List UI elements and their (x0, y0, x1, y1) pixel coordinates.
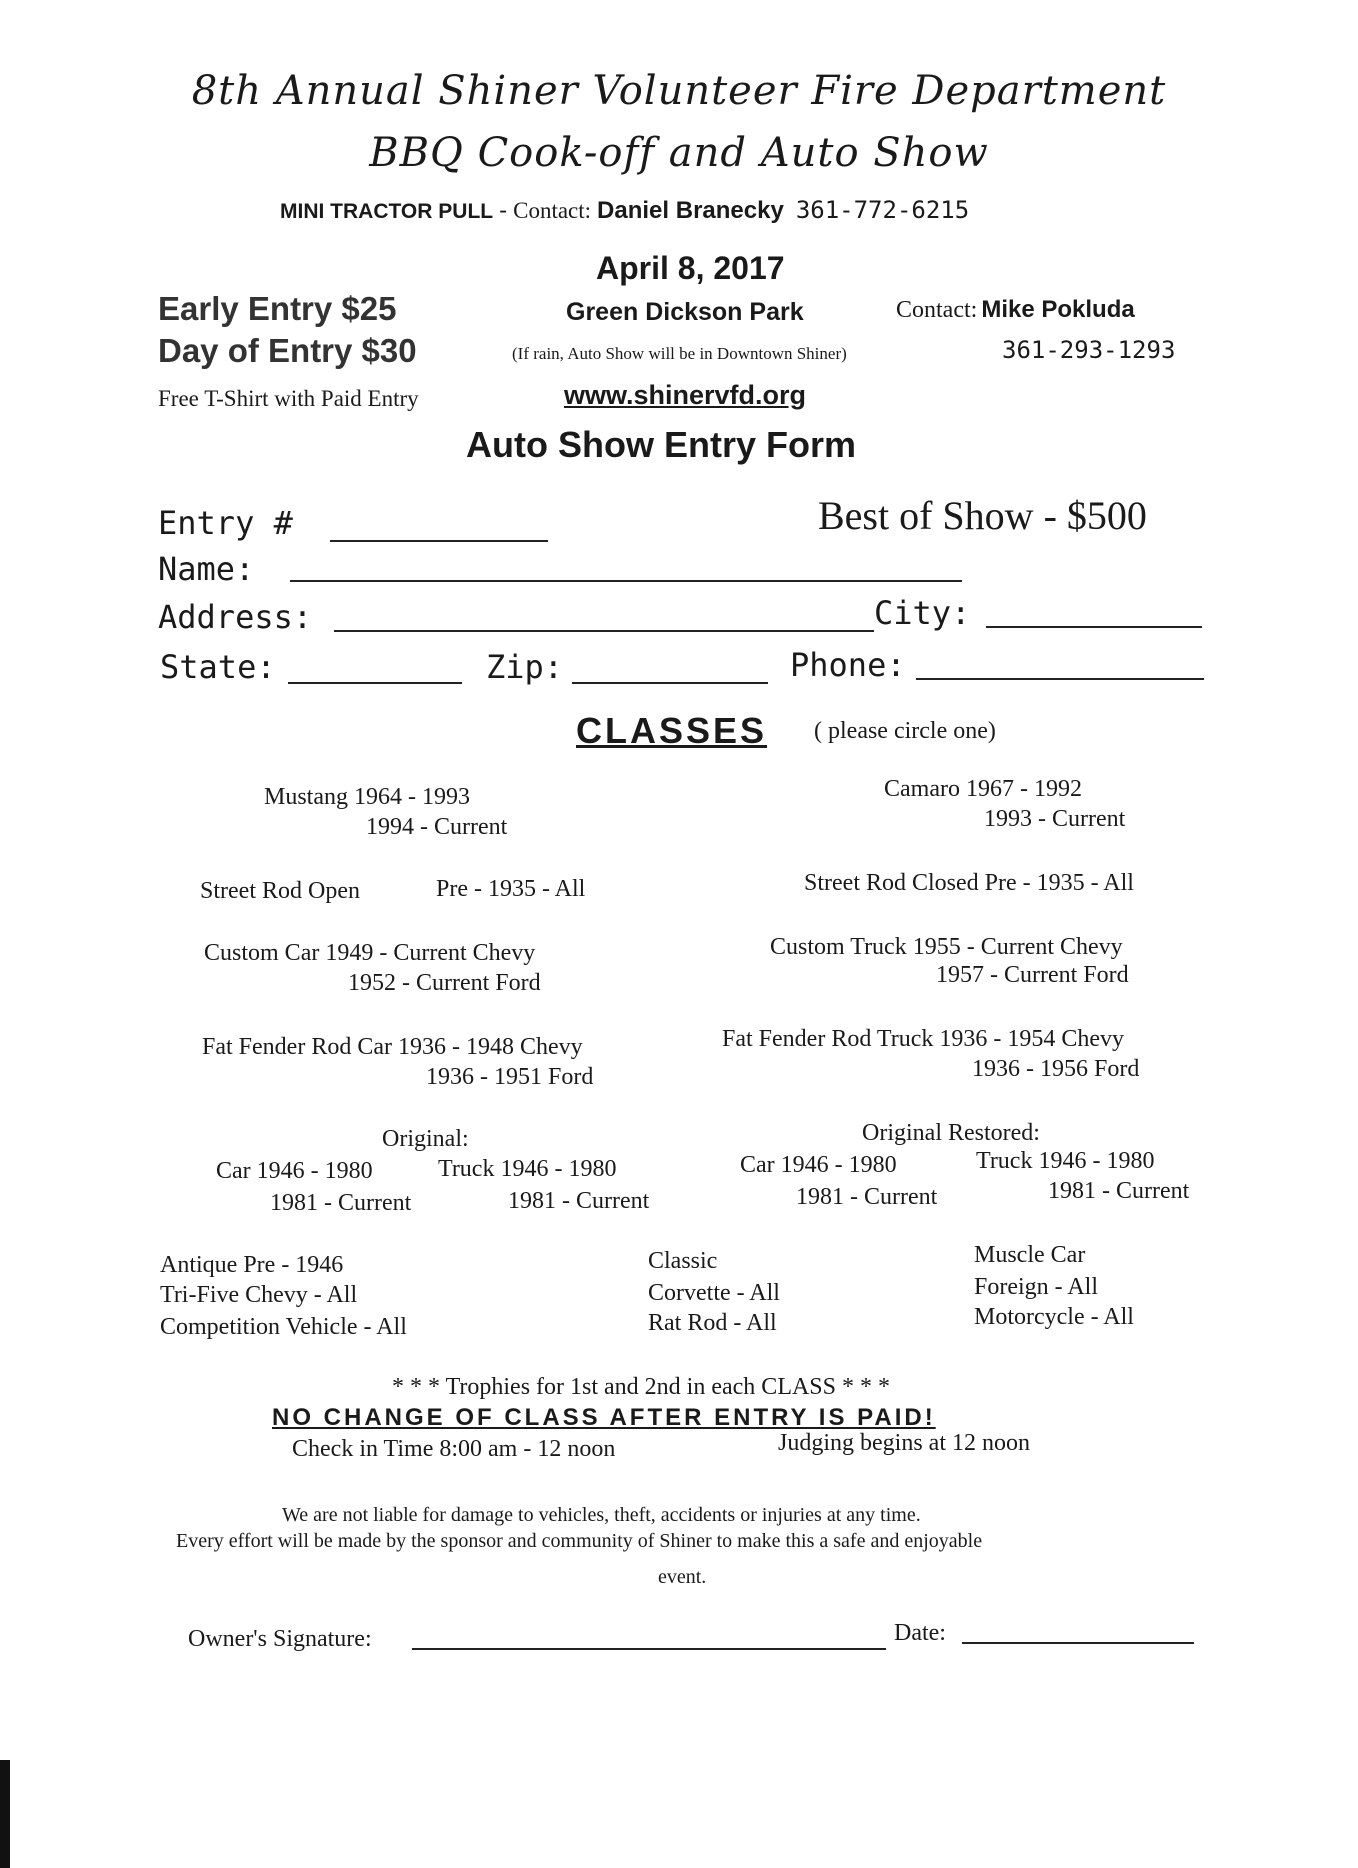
state-label: State: (160, 648, 276, 686)
zip-field[interactable] (572, 682, 768, 684)
class-fat-fender-truck-ford[interactable]: 1936 - 1956 Ford (972, 1056, 1140, 1082)
tractor-contact-label: Contact: (513, 198, 592, 223)
class-restored-truck-current[interactable]: 1981 - Current (1048, 1178, 1190, 1204)
liability-line-1: We are not liable for damage to vehicles, theft, accidents or injuries at any time. (282, 1504, 921, 1526)
class-custom-truck-ford[interactable]: 1957 - Current Ford (936, 962, 1129, 988)
no-change-warning: NO CHANGE OF CLASS AFTER ENTRY IS PAID! (272, 1404, 936, 1431)
city-field[interactable] (986, 626, 1202, 628)
class-mustang-current[interactable]: 1994 - Current (366, 814, 508, 840)
page-subtitle: BBQ Cook-off and Auto Show (369, 130, 989, 176)
tractor-pull-dash: - (499, 197, 508, 224)
check-in-time: Check in Time 8:00 am - 12 noon (292, 1436, 616, 1462)
tractor-contact-name: Daniel Branecky (597, 197, 784, 224)
page-title: 8th Annual Shiner Volunteer Fire Department (191, 68, 1167, 114)
class-street-rod-open-years[interactable]: Pre - 1935 - All (436, 876, 586, 902)
owner-signature-field[interactable] (412, 1648, 886, 1650)
classes-note: ( please circle one) (814, 718, 996, 744)
judging-time: Judging begins at 12 noon (778, 1430, 1030, 1456)
signature-date-label: Date: (894, 1620, 946, 1646)
liability-line-3: event. (658, 1566, 707, 1588)
city-label: City: (874, 594, 971, 632)
phone-field[interactable] (916, 678, 1204, 680)
class-original-car[interactable]: Car 1946 - 1980 (216, 1158, 373, 1184)
class-muscle-car[interactable]: Muscle Car (974, 1242, 1086, 1268)
name-label: Name: (158, 550, 255, 588)
class-camaro-current[interactable]: 1993 - Current (984, 806, 1126, 832)
name-field[interactable] (290, 580, 962, 582)
class-classic[interactable]: Classic (648, 1248, 718, 1274)
classes-heading: CLASSES (576, 710, 768, 751)
auto-show-contact (896, 296, 1135, 324)
class-custom-car-ford[interactable]: 1952 - Current Ford (348, 970, 541, 996)
class-antique[interactable]: Antique Pre - 1946 (160, 1252, 344, 1278)
class-original-car-current[interactable]: 1981 - Current (270, 1190, 412, 1216)
website-link[interactable]: www.shinervfd.org (564, 380, 807, 410)
entry-number-label: Entry # (158, 504, 293, 542)
event-location: Green Dickson Park (566, 298, 804, 326)
class-custom-car[interactable]: Custom Car 1949 - Current Chevy (204, 940, 536, 966)
address-label: Address: (158, 598, 313, 636)
form-title: Auto Show Entry Form (466, 424, 856, 465)
class-tri-five-chevy[interactable]: Tri-Five Chevy - All (160, 1282, 358, 1308)
class-foreign[interactable]: Foreign - All (974, 1274, 1098, 1300)
free-tshirt-note: Free T-Shirt with Paid Entry (158, 386, 419, 411)
day-entry-price: Day of Entry $30 (158, 332, 417, 369)
class-motorcycle[interactable]: Motorcycle - All (974, 1304, 1134, 1330)
class-street-rod-closed[interactable]: Street Rod Closed Pre - 1935 - All (804, 870, 1134, 896)
class-restored-truck[interactable]: Truck 1946 - 1980 (976, 1148, 1155, 1174)
class-restored-car[interactable]: Car 1946 - 1980 (740, 1152, 897, 1178)
signature-date-field[interactable] (962, 1642, 1194, 1644)
class-competition-vehicle[interactable]: Competition Vehicle - All (160, 1314, 407, 1340)
early-entry-price: Early Entry $25 (158, 290, 397, 327)
owner-signature-label: Owner's Signature: (188, 1626, 372, 1652)
class-corvette[interactable]: Corvette - All (648, 1280, 780, 1306)
zip-label: Zip: (486, 648, 564, 686)
original-restored-label: Original Restored: (862, 1120, 1040, 1146)
original-label: Original: (382, 1126, 469, 1152)
tractor-pull-label: MINI TRACTOR PULL (280, 200, 494, 223)
tractor-pull-line (280, 196, 969, 225)
tractor-contact-phone: 361-772-6215 (795, 196, 970, 224)
auto-show-contact-phone: 361-293-1293 (1002, 336, 1176, 364)
auto-show-contact-name: Mike Pokluda (981, 296, 1135, 323)
class-fat-fender-car-ford[interactable]: 1936 - 1951 Ford (426, 1064, 594, 1090)
auto-show-contact-label: Contact: (896, 297, 978, 323)
class-fat-fender-truck[interactable]: Fat Fender Rod Truck 1936 - 1954 Chevy (722, 1026, 1124, 1052)
state-field[interactable] (288, 682, 462, 684)
class-camaro[interactable]: Camaro 1967 - 1992 (884, 776, 1082, 802)
class-original-truck-current[interactable]: 1981 - Current (508, 1188, 650, 1214)
entry-number-field[interactable] (330, 540, 548, 542)
class-street-rod-open[interactable]: Street Rod Open (200, 878, 360, 904)
best-of-show: Best of Show - $500 (818, 493, 1147, 538)
class-original-truck[interactable]: Truck 1946 - 1980 (438, 1156, 617, 1182)
class-fat-fender-car[interactable]: Fat Fender Rod Car 1936 - 1948 Chevy (202, 1034, 583, 1060)
liability-line-2: Every effort will be made by the sponsor and community of Shiner to make this a safe and enjoyable (176, 1530, 983, 1552)
rain-note: (If rain, Auto Show will be in Downtown Shiner) (512, 344, 847, 363)
class-rat-rod[interactable]: Rat Rod - All (648, 1310, 777, 1336)
event-date: April 8, 2017 (596, 250, 785, 286)
scan-edge (0, 1760, 10, 1868)
trophies-note: * * * Trophies for 1st and 2nd in each CLASS * * * (392, 1374, 890, 1400)
class-custom-truck[interactable]: Custom Truck 1955 - Current Chevy (770, 934, 1123, 960)
address-field[interactable] (334, 630, 874, 632)
class-mustang[interactable]: Mustang 1964 - 1993 (264, 784, 470, 810)
phone-label: Phone: (790, 646, 906, 684)
class-restored-car-current[interactable]: 1981 - Current (796, 1184, 938, 1210)
